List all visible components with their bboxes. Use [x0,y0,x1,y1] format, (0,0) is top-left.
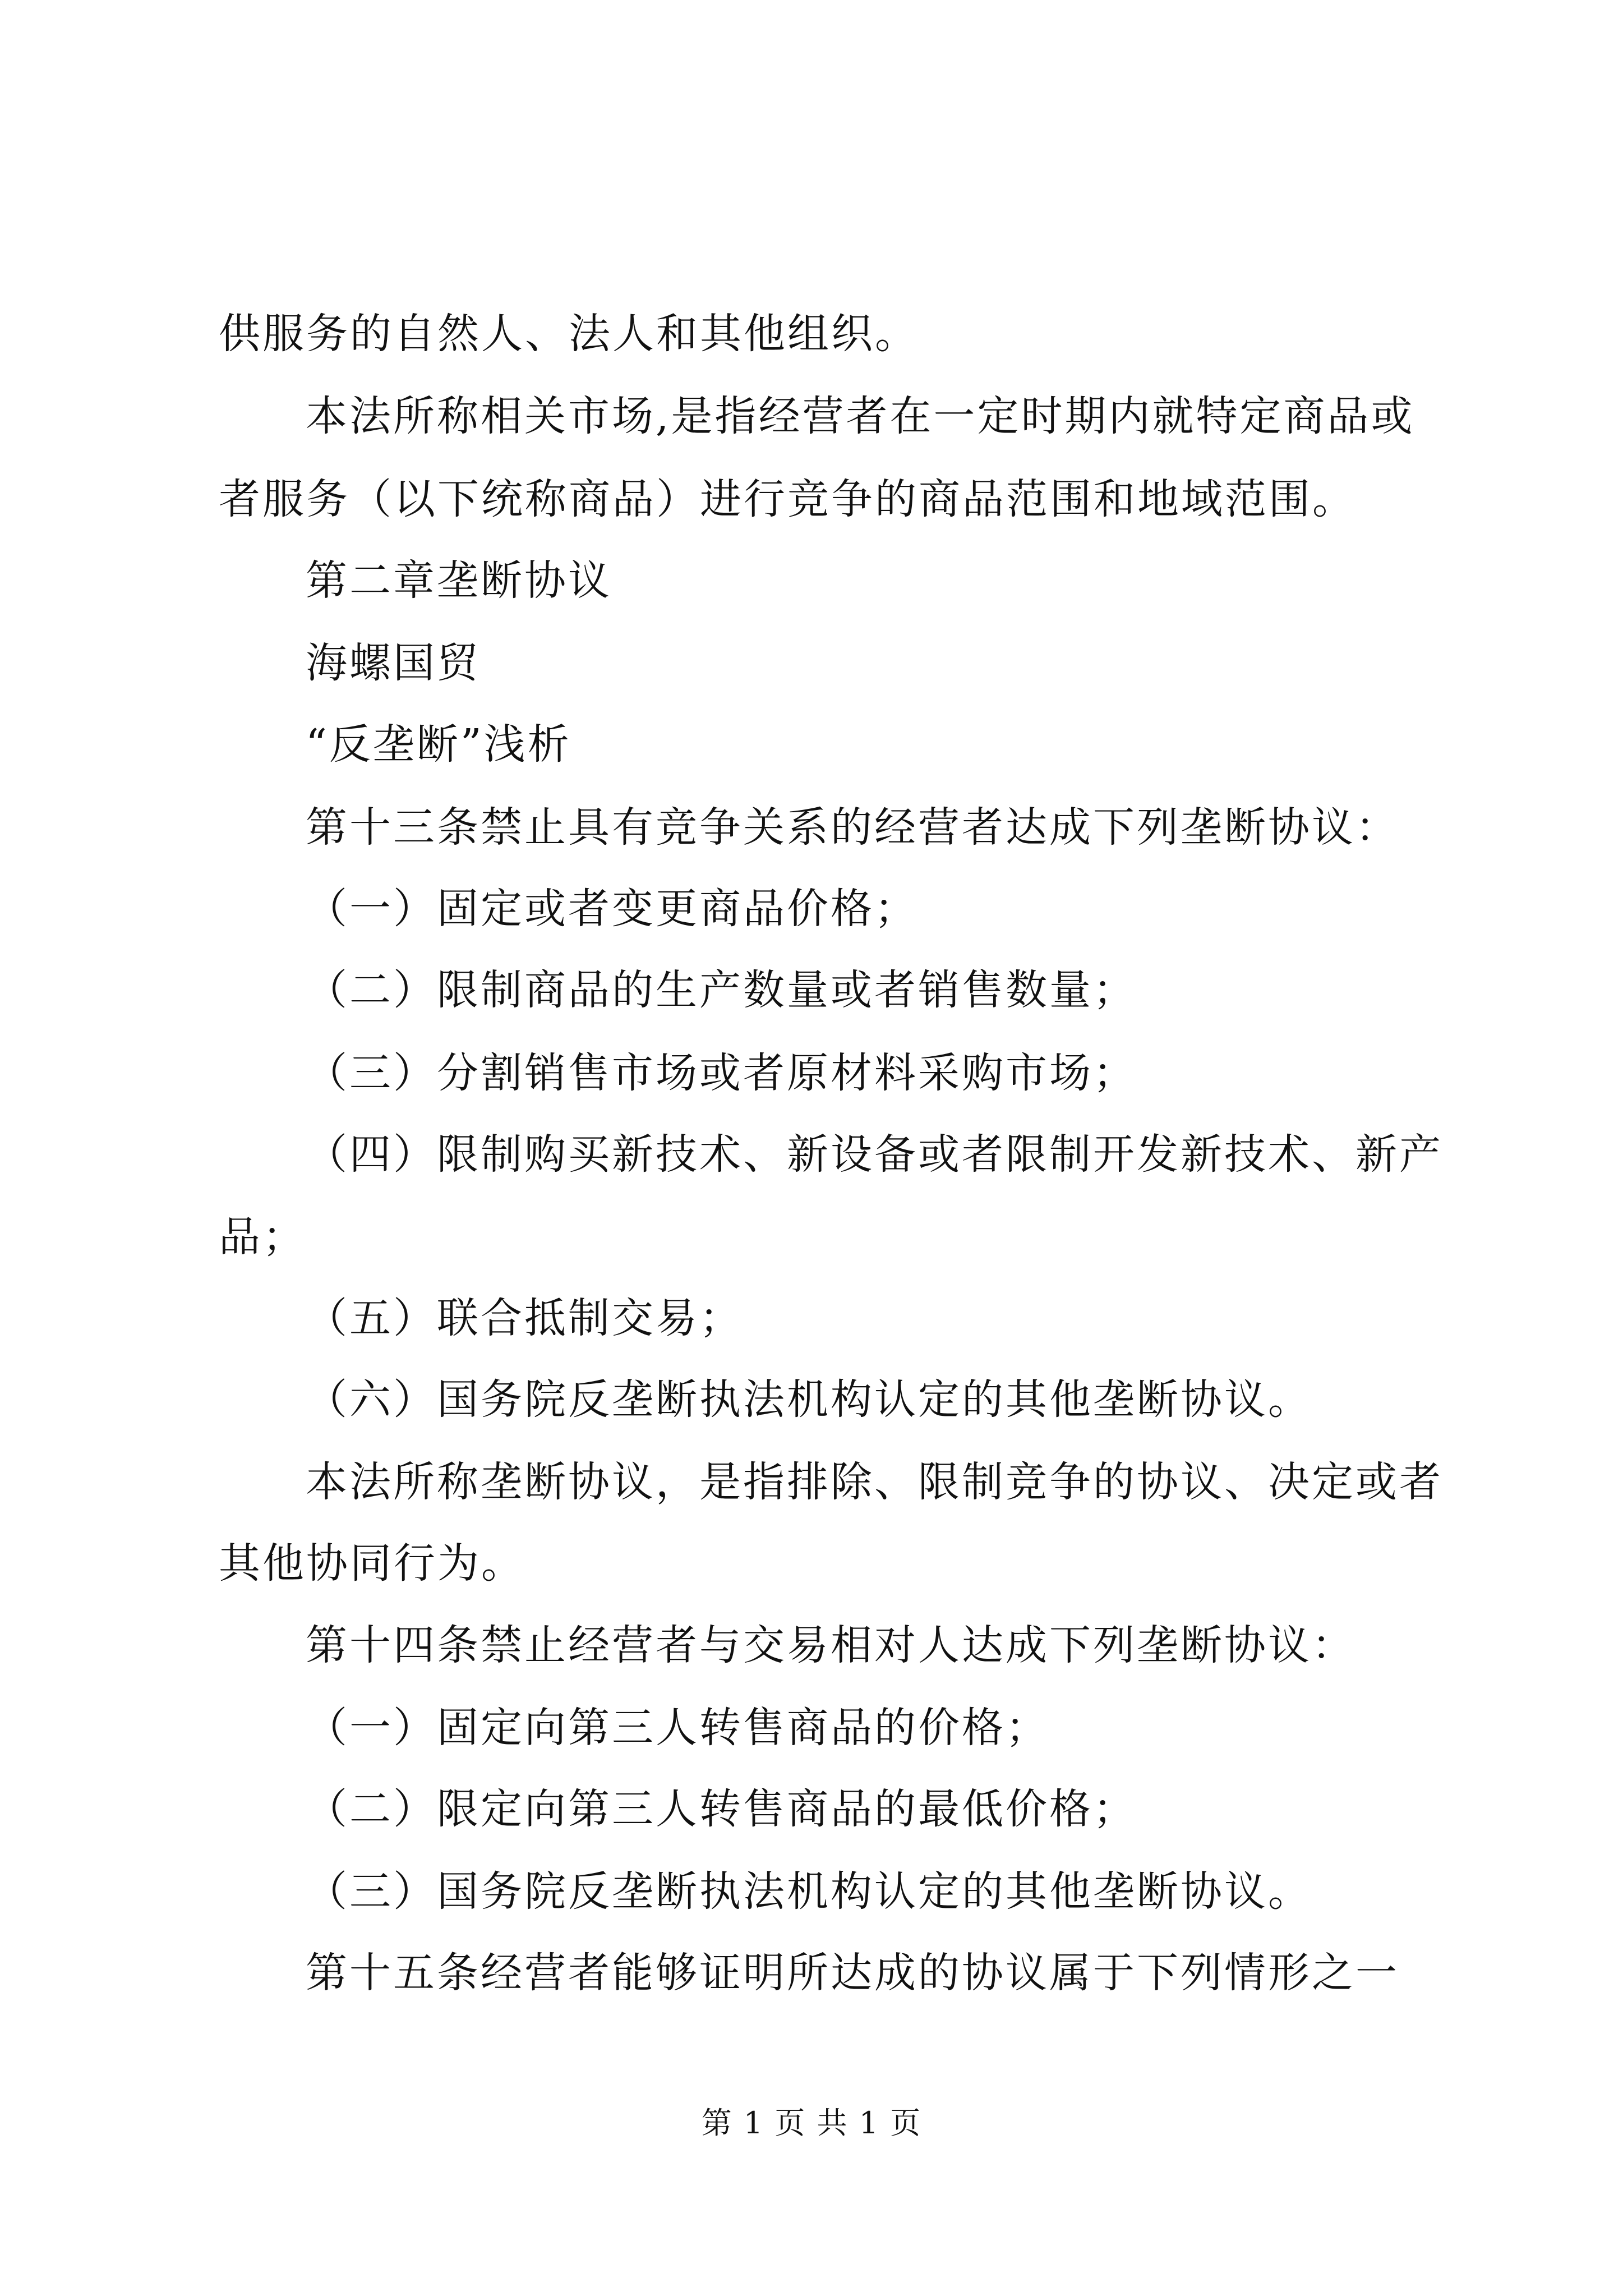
text-line: 者服务（以下统称商品）进行竞争的商品范围和地域范围。 [219,475,1356,523]
article-heading: 第十四条禁止经营者与交易相对人达成下列垄断协议： [306,1621,1355,1669]
text-line: 供服务的自然人、法人和其他组织。 [219,310,919,358]
text-line: 海螺国贸 [306,639,481,687]
text-line: 其他协同行为。 [219,1539,525,1588]
list-item: （二）限制商品的生产数量或者销售数量； [306,966,1137,1014]
article-heading: 第十三条禁止具有竞争关系的经营者达成下列垄断协议： [306,803,1399,852]
list-item: （一）固定向第三人转售商品的价格； [306,1704,1049,1752]
page-footer: 第 1 页 共 1 页 [701,2105,922,2141]
list-item: （三）国务院反垄断执法机构认定的其他垄断协议。 [306,1867,1312,1916]
article-heading: 第十五条经营者能够证明所达成的协议属于下列情形之一 [306,1949,1399,1997]
list-item: （五）联合抵制交易； [306,1294,743,1342]
text-line: 品； [219,1213,306,1261]
text-line: 本法所称相关市场,是指经营者在一定时期内就特定商品或 [306,392,1415,440]
text-line: 本法所称垄断协议，是指排除、限制竞争的协议、决定或者 [306,1458,1443,1506]
list-item: （一）固定或者变更商品价格； [306,885,918,933]
text-line: “反垄断”浅析 [306,720,571,769]
list-item: （三）分割销售市场或者原材料采购市场； [306,1049,1137,1097]
chapter-heading: 第二章垄断协议 [306,556,612,605]
list-item: （四）限制购买新技术、新设备或者限制开发新技术、新产 [306,1130,1443,1179]
list-item: （二）限定向第三人转售商品的最低价格； [306,1785,1137,1833]
list-item: （六）国务院反垄断执法机构认定的其他垄断协议。 [306,1375,1312,1424]
